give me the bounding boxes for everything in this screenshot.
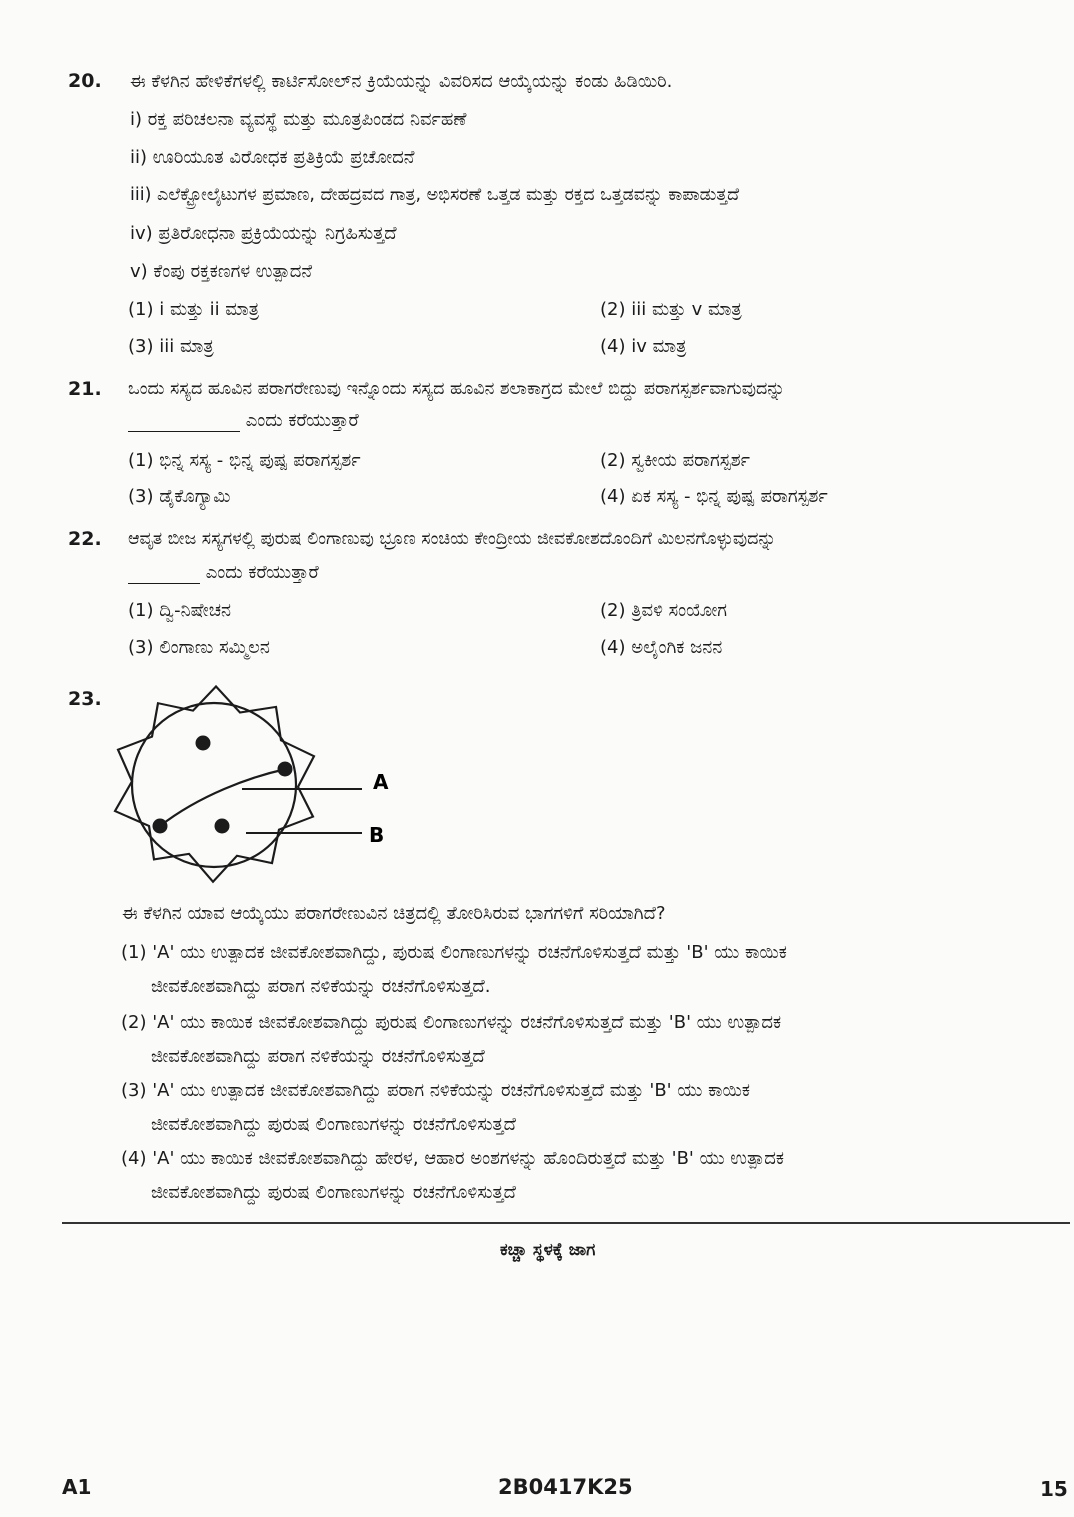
- q23-option-2[interactable]: [121, 1006, 1071, 1074]
- q23-option-4[interactable]: [121, 1142, 1071, 1210]
- nucleus-dot: [278, 762, 293, 777]
- option-text-line2: ಜೀವಕೋಶವಾಗಿದ್ದು ಪರಾಗ ನಳಿಕೆಯನ್ನು ರಚನೆಗೊಳಿಸುತ್ತದೆ.: [151, 976, 491, 997]
- section-divider: [62, 1222, 1070, 1224]
- footer-page-number: 15: [1040, 1477, 1068, 1501]
- q22-option-2[interactable]: (2) ತ್ರಿವಳಿ ಸಂಯೋಗ: [600, 600, 727, 621]
- footer-booklet-code: 2B0417K25: [498, 1475, 633, 1499]
- q23-option-3[interactable]: [121, 1074, 1071, 1142]
- footer-set-code: A1: [62, 1475, 92, 1499]
- nucleus-dot: [215, 819, 230, 834]
- q20-option-1[interactable]: (1) i ಮತ್ತು ii ಮಾತ್ರ: [128, 299, 260, 320]
- question-21-text-line2: [128, 410, 359, 432]
- q23-option-1[interactable]: [121, 936, 1071, 1004]
- q22-option-1[interactable]: (1) ದ್ವಿ-ನಿಷೇಚನ: [128, 600, 232, 621]
- q21-option-4[interactable]: (4) ಏಕ ಸಸ್ಯ - ಭಿನ್ನ ಪುಷ್ಪ ಪರಾಗಸ್ಪರ್ಶ: [600, 486, 828, 507]
- q20-option-4[interactable]: (4) iv ಮಾತ್ರ: [600, 336, 687, 357]
- option-text-line1: 'A' ಯು ಉತ್ಪಾದಕ ಜೀವಕೋಶವಾಗಿದ್ದು, ಪುರುಷ ಲಿಂಗಾಣುಗಳನ್ನು ರಚನೆಗೊಳಿಸುತ್ತದೆ ಮತ್ತು 'B' ಯು ಕಾಯಿಕ: [152, 942, 787, 963]
- option-number: (1): [121, 942, 147, 963]
- nucleus-dot: [153, 819, 168, 834]
- nucleus-dot: [196, 736, 211, 751]
- pollen-grain-outline: [115, 686, 314, 881]
- question-21-suffix: ಎಂದು ಕರೆಯುತ್ತಾರೆ: [245, 410, 359, 431]
- question-22-text-line1: ಆವೃತ ಬೀಜ ಸಸ್ಯಗಳಲ್ಲಿ ಪುರುಷ ಲಿಂಗಾಣುವು ಭ್ರೂಣ ಸಂಚಿಯ ಕೇಂದ್ರೀಯ ಜೀವಕೋಶದೊಂದಿಗೆ ಮಿಲನಗೊಳ್ಳುವುದನ್ನು: [128, 529, 777, 549]
- option-text-line1: 'A' ಯು ಉತ್ಪಾದಕ ಜೀವಕೋಶವಾಗಿದ್ದು ಪರಾಗ ನಳಿಕೆಯನ್ನು ರಚನೆಗೊಳಿಸುತ್ತದೆ ಮತ್ತು 'B' ಯು ಕಾಯಿಕ: [152, 1080, 750, 1101]
- option-number: (4): [121, 1148, 147, 1169]
- question-number-20: 20.: [68, 70, 102, 92]
- label-a: A: [373, 770, 389, 794]
- option-text-line1: 'A' ಯು ಕಾಯಿಕ ಜೀವಕೋಶವಾಗಿದ್ದು ಪುರುಷ ಲಿಂಗಾಣುಗಳನ್ನು ರಚನೆಗೊಳಿಸುತ್ತದೆ ಮತ್ತು 'B' ಯು ಉತ್ಪಾದಕ: [152, 1012, 782, 1033]
- answer-blank: [128, 410, 240, 432]
- cell-boundary-curve: [160, 769, 286, 826]
- option-text-line2: ಜೀವಕೋಶವಾಗಿದ್ದು ಪುರುಷ ಲಿಂಗಾಣುಗಳನ್ನು ರಚನೆಗೊಳಿಸುತ್ತದೆ: [151, 1182, 516, 1203]
- q22-option-4[interactable]: (4) ಅಲೈಂಗಿಕ ಜನನ: [600, 637, 723, 658]
- option-text-line2: ಜೀವಕೋಶವಾಗಿದ್ದು ಪರಾಗ ನಳಿಕೆಯನ್ನು ರಚನೆಗೊಳಿಸುತ್ತದೆ: [151, 1046, 485, 1067]
- question-21-text-line1: ಒಂದು ಸಸ್ಯದ ಹೂವಿನ ಪರಾಗರೇಣುವು ಇನ್ನೊಂದು ಸಸ್ಯದ ಹೂವಿನ ಶಲಾಕಾಗ್ರದ ಮೇಲೆ ಬಿದ್ದು ಪರಾಗಸ್ಪರ್ಶವಾಗುವುದನ್ನು: [128, 379, 785, 399]
- q21-option-1[interactable]: (1) ಭಿನ್ನ ಸಸ್ಯ - ಭಿನ್ನ ಪುಷ್ಪ ಪರಾಗಸ್ಪರ್ಶ: [128, 450, 361, 471]
- q21-option-3[interactable]: (3) ಡೈಕೊಗ್ಯಾಮಿ: [128, 486, 231, 507]
- question-22-suffix: ಎಂದು ಕರೆಯುತ್ತಾರೆ: [205, 562, 319, 583]
- answer-blank: [128, 562, 200, 584]
- q20-statement-2: ii) ಊರಿಯೂತ ವಿರೋಧಕ ಪ್ರತಿಕ್ರಿಯೆ ಪ್ರಚೋದನೆ: [130, 147, 415, 168]
- q20-statement-4: iv) ಪ್ರತಿರೋಧನಾ ಪ್ರಕ್ರಿಯೆಯನ್ನು ನಿಗ್ರಹಿಸುತ್ತದೆ: [130, 223, 397, 244]
- q20-statement-1: i) ರಕ್ತ ಪರಿಚಲನಾ ವ್ಯವಸ್ಥೆ ಮತ್ತು ಮೂತ್ರಪಿಂಡದ ನಿರ್ವಹಣೆ: [130, 109, 467, 130]
- pollen-grain-diagram: [110, 685, 410, 885]
- q20-option-2[interactable]: (2) iii ಮತ್ತು v ಮಾತ್ರ: [600, 299, 742, 320]
- q20-statement-3: iii) ಎಲೆಕ್ಟ್ರೋಲೈಟುಗಳ ಪ್ರಮಾಣ, ದೇಹದ್ರವದ ಗಾತ್ರ, ಅಭಿಸರಣೆ ಒತ್ತಡ ಮತ್ತು ರಕ್ತದ ಒತ್ತಡವನ್ನು ಕಾಪಾಡುತ್ತದೆ: [130, 185, 740, 205]
- question-number-23: 23.: [68, 688, 102, 710]
- label-b: B: [369, 823, 385, 847]
- q22-option-3[interactable]: (3) ಲಿಂಗಾಣು ಸಮ್ಮಿಲನ: [128, 637, 270, 658]
- option-number: (3): [121, 1080, 147, 1101]
- q20-option-3[interactable]: (3) iii ಮಾತ್ರ: [128, 336, 214, 357]
- q20-statement-5: v) ಕೆಂಪು ರಕ್ತಕಣಗಳ ಉತ್ಪಾದನೆ: [130, 261, 313, 282]
- question-number-22: 22.: [68, 528, 102, 550]
- option-number: (2): [121, 1012, 147, 1033]
- q21-option-2[interactable]: (2) ಸ್ವಕೀಯ ಪರಾಗಸ್ಪರ್ಶ: [600, 450, 750, 471]
- pollen-grain-inner-circle: [132, 703, 296, 867]
- question-number-21: 21.: [68, 378, 102, 400]
- question-22-text-line2: [128, 562, 319, 584]
- rough-work-label: ಕಚ್ಚಾ ಸ್ಥಳಕ್ಕೆ ಜಾಗ: [500, 1240, 596, 1260]
- question-23-text: ಈ ಕೆಳಗಿನ ಯಾವ ಆಯ್ಕೆಯು ಪರಾಗರೇಣುವಿನ ಚಿತ್ರದಲ್ಲಿ ತೋರಿಸಿರುವ ಭಾಗಗಳಿಗೆ ಸರಿಯಾಗಿದೆ?: [122, 903, 666, 924]
- option-text-line2: ಜೀವಕೋಶವಾಗಿದ್ದು ಪುರುಷ ಲಿಂಗಾಣುಗಳನ್ನು ರಚನೆಗೊಳಿಸುತ್ತದೆ: [151, 1114, 516, 1135]
- question-20-text: ಈ ಕೆಳಗಿನ ಹೇಳಿಕೆಗಳಲ್ಲಿ ಕಾರ್ಟಿಸೋಲ್‌ನ ಕ್ರಿಯೆಯನ್ನು ವಿವರಿಸದ ಆಯ್ಕೆಯನ್ನು ಕಂಡು ಹಿಡಿಯಿರಿ.: [130, 71, 673, 92]
- option-text-line1: 'A' ಯು ಕಾಯಿಕ ಜೀವಕೋಶವಾಗಿದ್ದು ಹೇರಳ, ಆಹಾರ ಅಂಶಗಳನ್ನು ಹೊಂದಿರುತ್ತದೆ ಮತ್ತು 'B' ಯು ಉತ್ಪಾದಕ: [152, 1148, 784, 1169]
